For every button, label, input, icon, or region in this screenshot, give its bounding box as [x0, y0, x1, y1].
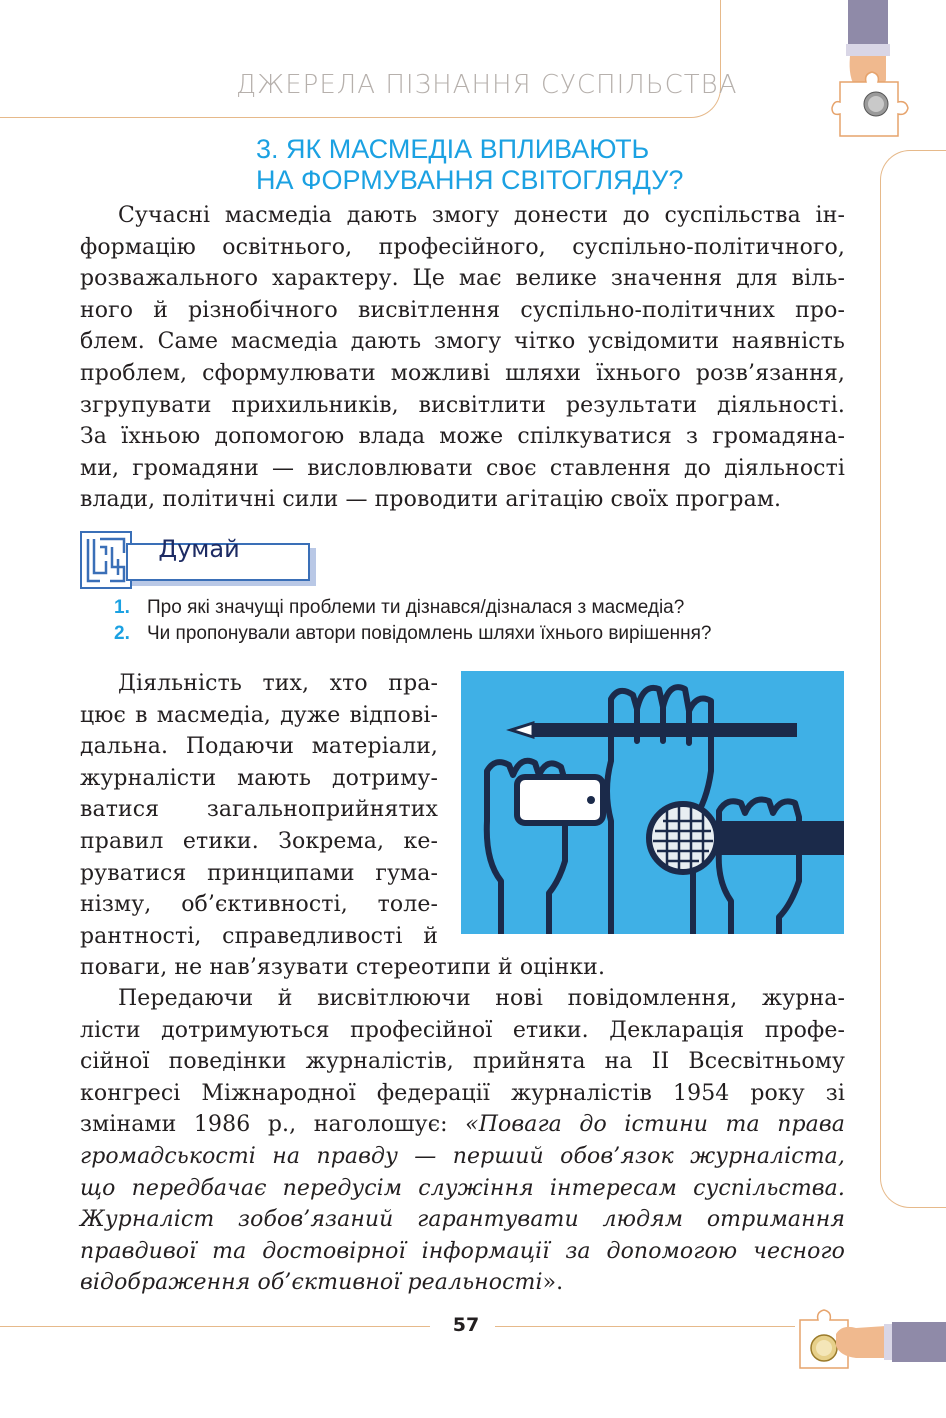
media-fists-illustration [461, 671, 844, 934]
text-line: ми, громадяни — висловлювати своє ставлення до діяльності [80, 455, 845, 481]
quote-line: Журналіст зобов’язаний гарантувати людям отримання [80, 1207, 845, 1233]
text-line: формацію освітнього, професійного, суспільно-політичного, [80, 234, 845, 260]
question-item [114, 623, 711, 645]
question-item [114, 597, 684, 619]
paragraph-2 [80, 668, 438, 952]
text-line: правил етики. Зокрема, ке- [80, 828, 438, 854]
think-label: Думай [158, 535, 240, 563]
question-number: 2. [114, 623, 130, 644]
footer-rule-right [495, 1326, 795, 1327]
running-head: ДЖЕРЕЛА ПІЗНАННЯ СУСПІЛЬСТВА [236, 70, 738, 100]
page-frame-right [880, 150, 946, 1208]
footer-rule-left [0, 1326, 430, 1327]
question-text: Про які значущі проблеми ти дізнався/дізналася з масмедіа? [147, 597, 685, 618]
text-line: За їхньою допомогою влада може спілкуватися з громадяна- [80, 424, 845, 450]
text-line [80, 1109, 845, 1141]
text-line [80, 1267, 845, 1299]
page-frame-top [0, 0, 738, 118]
text-line: згрупувати прихильників, висвітлити результати діяльності. [80, 392, 845, 418]
text-plain: змінами 1986 р., наголошує: [80, 1112, 466, 1138]
text-line: руватися принципами гума- [80, 860, 438, 886]
text-line: Сучасні масмедіа дають змогу донести до суспільства ін- [118, 203, 845, 228]
text-line: сійної поведінки журналістів, прийнята на ІІ Всесвітньому [80, 1049, 845, 1075]
maze-icon [80, 531, 132, 589]
paragraph-1 [80, 200, 845, 516]
text-line: журналісти мають дотриму- [80, 765, 438, 791]
text-line: цює в масмедіа, дуже відпові- [80, 702, 438, 728]
text-line: ватися загальноприйнятих [80, 797, 438, 823]
think-box [80, 531, 316, 587]
text-line: проблем, сформулювати можливі шляхи їхнього розв’язання, [80, 360, 845, 386]
text-line: ного й різнобічного висвітлення суспільно-політичних про- [80, 297, 845, 323]
section-title-line: 3. ЯК МАСМЕДІА ВПЛИВАЮТЬ [256, 134, 650, 164]
paragraph-2-end [80, 952, 845, 984]
question-text: Чи пропонували автори повідомлень шляхи їхнього вирішення? [147, 623, 712, 644]
quote-text: відображення об’єктивної реальності [80, 1270, 543, 1296]
quote-text: «Повага до істини та права [465, 1112, 845, 1138]
question-number: 1. [114, 597, 130, 618]
text-line: дальна. Подаючи матеріали, [80, 734, 438, 760]
text-line: Передаючи й висвітлюючи нові повідомлення, журна- [118, 986, 845, 1011]
text-line: Діяльність тих, хто пра- [118, 671, 438, 696]
text-line: конгресі Міжнародної федерації журналістів 1954 року зі [80, 1080, 845, 1106]
text-line: рантності, справедливості й [80, 923, 438, 949]
page-number: 57 [452, 1314, 480, 1336]
text-line: нізму, об’єктивності, толе- [80, 892, 438, 918]
section-title [256, 134, 716, 196]
text-plain: ». [542, 1270, 564, 1296]
hand-puzzle-bottom-icon [796, 1296, 946, 1376]
text-line: блем. Саме масмедіа дають змогу чітко усвідомити наявність [80, 329, 845, 355]
text-line: лісти дотримуються професійної етики. Декларація профе- [80, 1017, 845, 1043]
section-title-line: НА ФОРМУВАННЯ СВІТОГЛЯДУ? [256, 165, 684, 195]
text-line: поваги, не нав’язувати стереотипи й оцінки. [80, 955, 606, 980]
hand-puzzle-top-icon [826, 0, 926, 150]
text-line: влади, політичні сили — проводити агітацію своїх програм. [80, 487, 782, 513]
quote-line: що передбачає передусім служіння інтересам суспільства. [80, 1175, 845, 1201]
text-line: розважального характеру. Це має велике значення для віль- [80, 266, 845, 292]
quote-line: громадськості на правду — перший обов’язок журналіста, [80, 1143, 845, 1169]
quote-line: правдивої та достовірної інформації за допомогою чесного [80, 1238, 845, 1264]
paragraph-3 [80, 983, 845, 1299]
